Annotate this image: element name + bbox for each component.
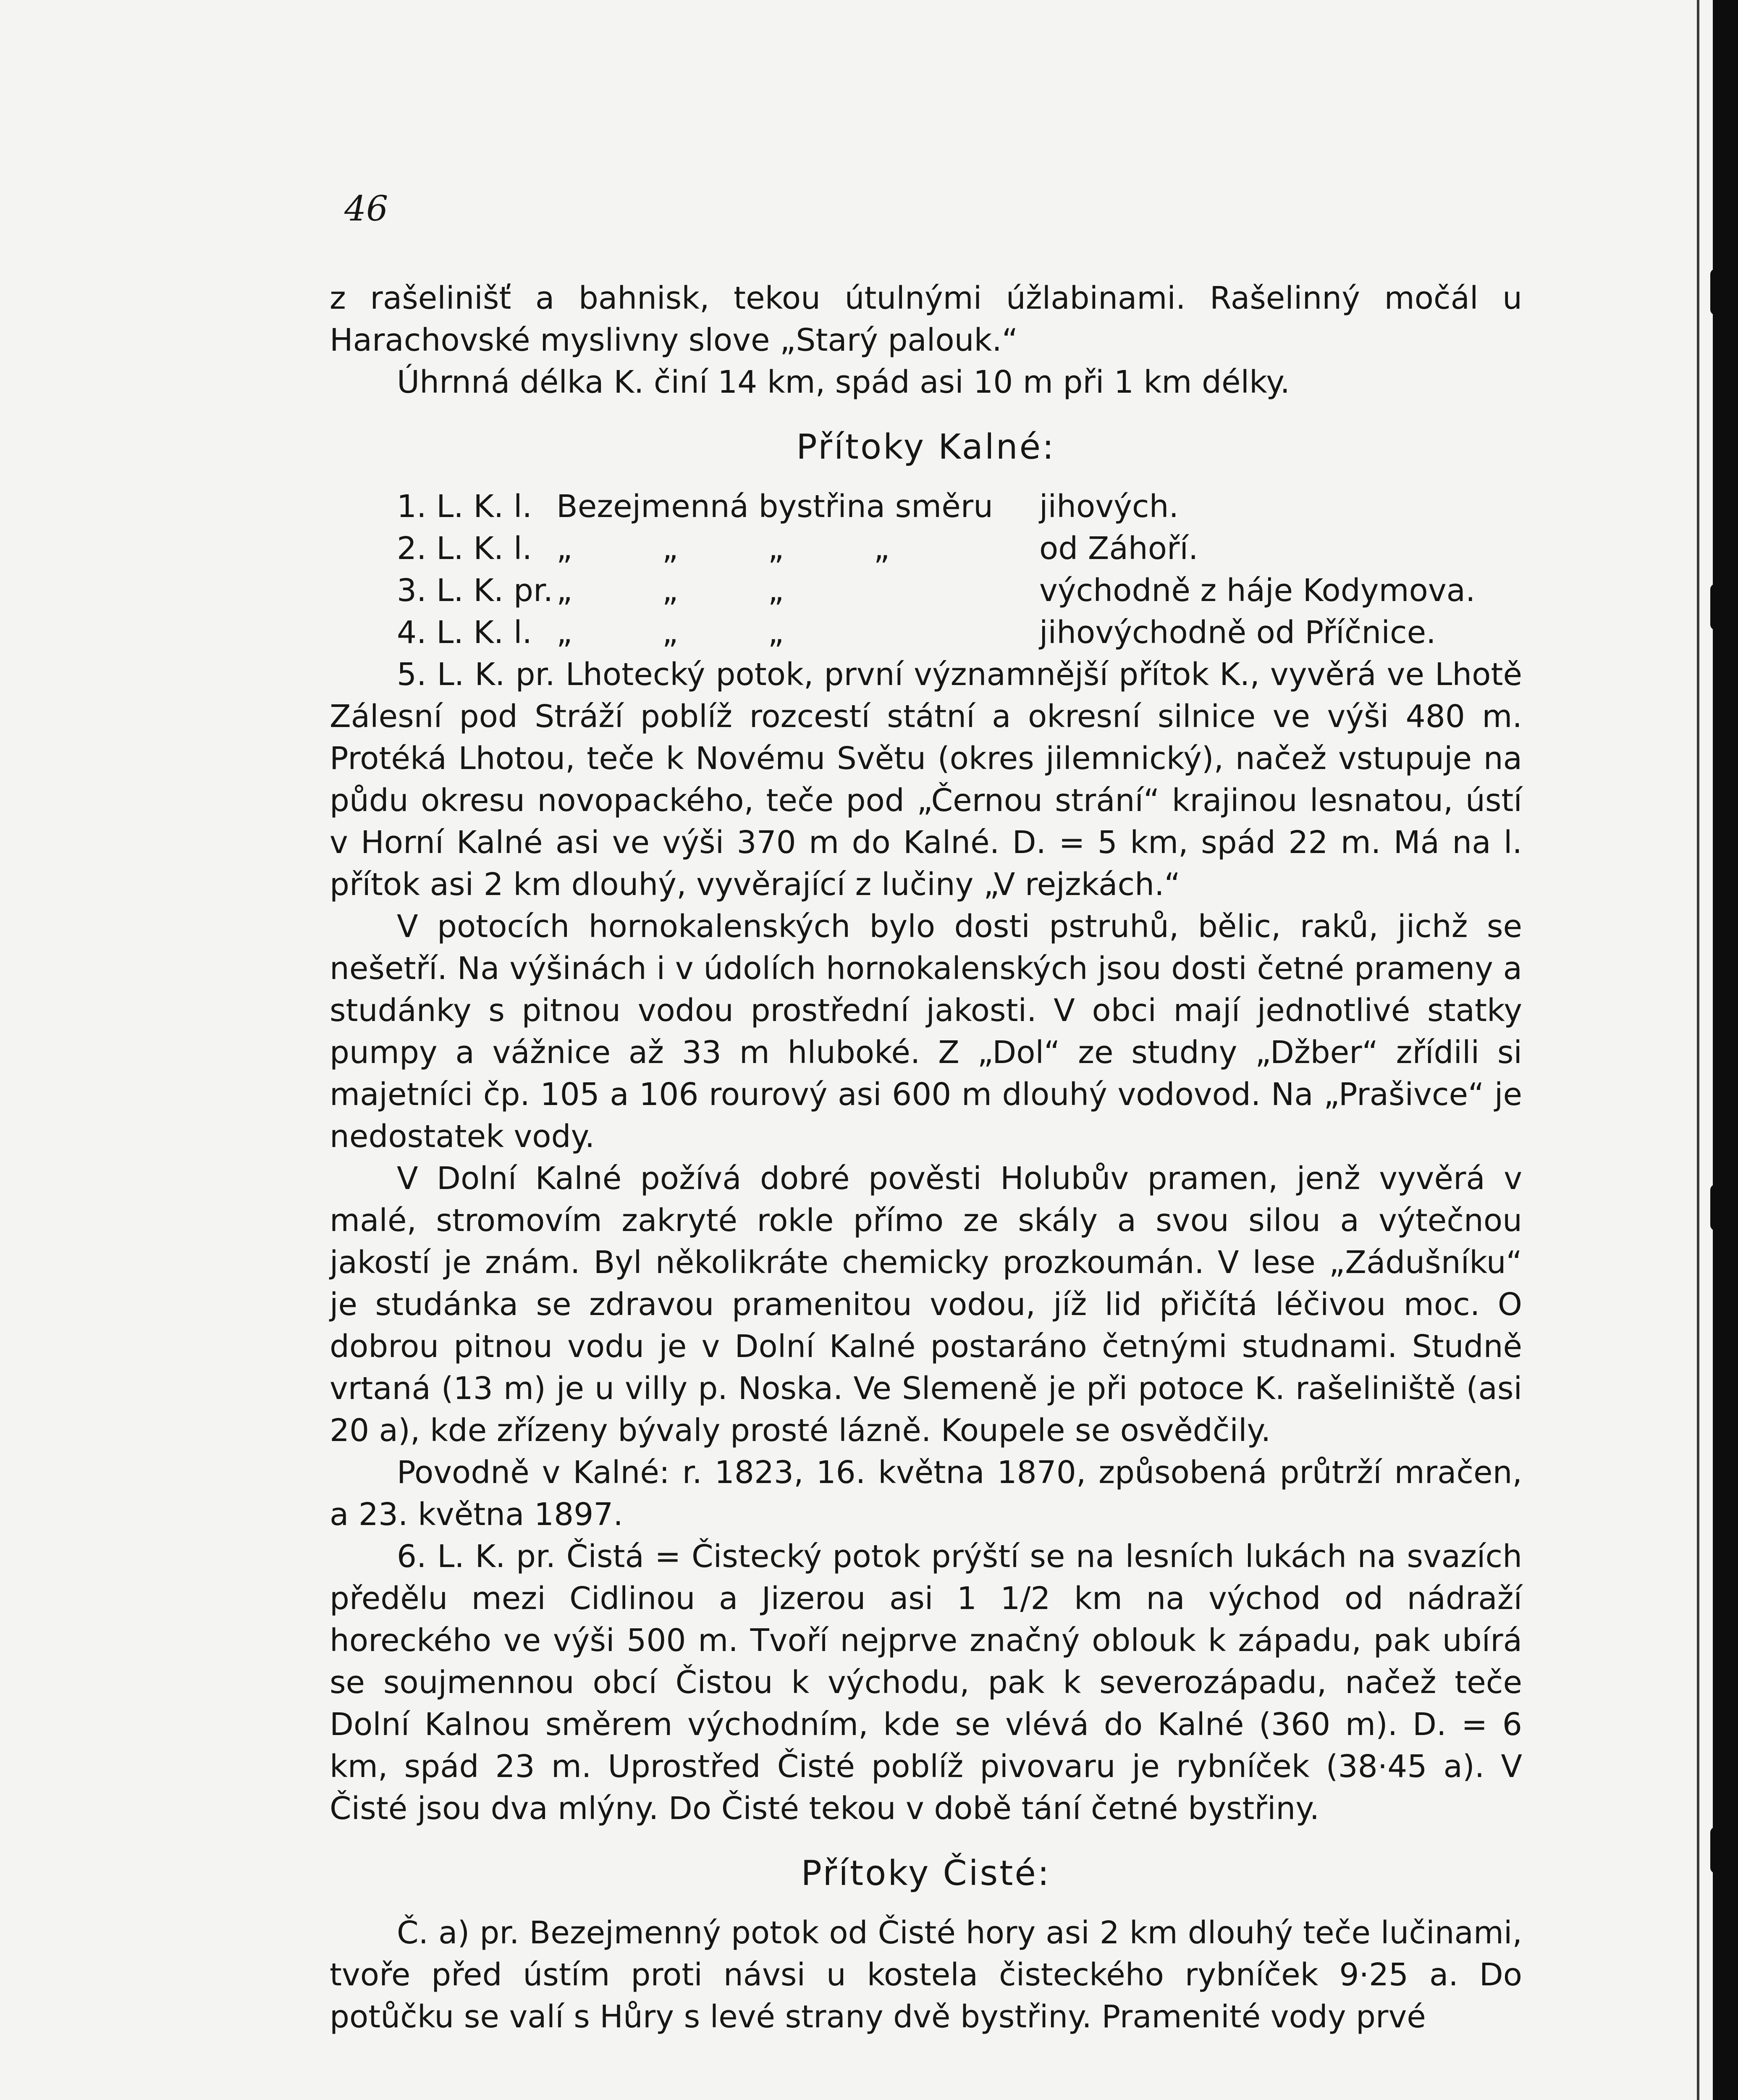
tributary-label: 4. L. K. l. — [397, 614, 532, 651]
paragraph: Povodně v Kalné: r. 1823, 16. května 1870, způsobená průtrží mračen, a 23. května 1897. — [330, 1454, 1522, 1533]
section-heading-ciste: Přítoky Čisté: — [801, 1853, 1051, 1893]
tributary-direction: východně z háje Kodymova. — [1039, 572, 1476, 609]
paragraph: Úhrnná délka K. činí 14 km, spád asi 10 m při 1 km délky. — [397, 364, 1290, 400]
paragraph: V Dolní Kalné požívá dobré pověsti Holubův pramen, jenž vyvěrá v malé, stromovím zakryté rokle přímo ze skály a svou silou a výtečnou jakostí je znám. Byl několikráte chemicky prozkoumán. V lese „Zádušníku“ je studánka se zdravou pramenitou vodou, jíž lid přičítá léčivou moc. O dobrou pitnou vodu je v Dolní Kalné postaráno četnými studnami. Studně vrtaná (13 m) je u villy p. Noska. Ve Slemeně je při potoce K. rašeliniště (asi 20 a), kde zřízeny bývaly prosté lázně. Koupele se osvědčily. — [330, 1160, 1522, 1449]
tributary-label: 3. L. K. pr. — [397, 572, 553, 609]
page-number: 46 — [344, 189, 388, 229]
tributary-row — [330, 486, 1522, 528]
binding-notch — [1710, 1184, 1721, 1231]
tributary-direction: jihových. — [1039, 488, 1179, 525]
scan-edge-inner — [1697, 0, 1699, 2100]
body-text — [330, 277, 1522, 2038]
ditto-marks: „ „ „ — [556, 572, 784, 609]
ditto-marks: „ „ „ „ — [556, 530, 890, 567]
paragraph: V potocích hornokalenských bylo dosti pstruhů, bělic, raků, jichž se nešetří. Na výšinách i v údolích hornokalenských jsou dosti četné prameny a studánky s pitnou vodou prostřední jakosti. V obci mají jednotlivé statky pumpy a vážnice až 33 m hluboké. Z „Dol“ ze studny „Džber“ zřídili si majetníci čp. 105 a 106 rourový asi 600 m dlouhý vodovod. Na „Prašivce“ je nedostatek vody. — [330, 908, 1522, 1155]
ditto-marks: „ „ „ — [556, 614, 784, 651]
tributary-label: 2. L. K. l. — [397, 530, 532, 567]
tributary-direction: od Záhoří. — [1039, 530, 1198, 567]
tributary-row — [330, 612, 1522, 654]
section-heading-kalne: Přítoky Kalné: — [796, 427, 1056, 467]
tributary-direction: jihovýchodně od Příčnice. — [1039, 614, 1436, 651]
paragraph: 6. L. K. pr. Čistá = Čistecký potok prýští se na lesních lukách na svazích předělu mezi Cidlinou a Jizerou asi 1 1/2 km na východ od nádraží horeckého ve výši 500 m. Tvoří nejprve značný oblouk k západu, pak ubírá se soujmennou obcí Čistou k východu, pak k severozápadu, načež teče Dolní Kalnou směrem východním, kde se vlévá do Kalné (360 m). D. = 6 km, spád 23 m. Uprostřed Čisté poblíž pivovaru je rybníček (38·45 a). V Čisté jsou dva mlýny. Do Čisté tekou v době tání četné bystřiny. — [330, 1538, 1522, 1827]
binding-notch — [1710, 584, 1721, 630]
binding-notch — [1710, 1827, 1721, 1873]
tributary-row — [330, 528, 1522, 570]
paragraph: z rašelinišť a bahnisk, tekou útulnými úžlabinami. Rašelinný močál u Harachovské myslivny slove „Starý palouk.“ — [330, 280, 1522, 358]
paragraph: 5. L. K. pr. Lhotecký potok, první významnější přítok K., vyvěrá ve Lhotě Zálesní pod Stráží poblíž rozcestí státní a okresní silnice ve výši 480 m. Protéká Lhotou, teče k Novému Světu (okres jilemnický), načež vstupuje na půdu okresu novopackého, teče pod „Černou strání“ krajinou lesnatou, ústí v Horní Kalné asi ve výši 370 m do Kalné. D. = 5 km, spád 22 m. Má na l. přítok asi 2 km dlouhý, vyvěrající z lučiny „V rejzkách.“ — [330, 656, 1522, 903]
paragraph: Č. a) pr. Bezejmenný potok od Čisté hory asi 2 km dlouhý teče lučinami, tvoře před ústím proti návsi u kostela čisteckého rybníček 9·25 a. Do potůčku se valí s Hůry s levé strany dvě bystřiny. Pramenité vody prvé — [330, 1915, 1522, 2035]
tributary-row — [330, 570, 1522, 612]
binding-notch — [1710, 269, 1721, 315]
tributary-label: 1. L. K. l. — [397, 488, 532, 525]
tributary-description: Bezejmenná bystřina směru — [556, 488, 994, 525]
scan-edge-right — [1713, 0, 1738, 2100]
